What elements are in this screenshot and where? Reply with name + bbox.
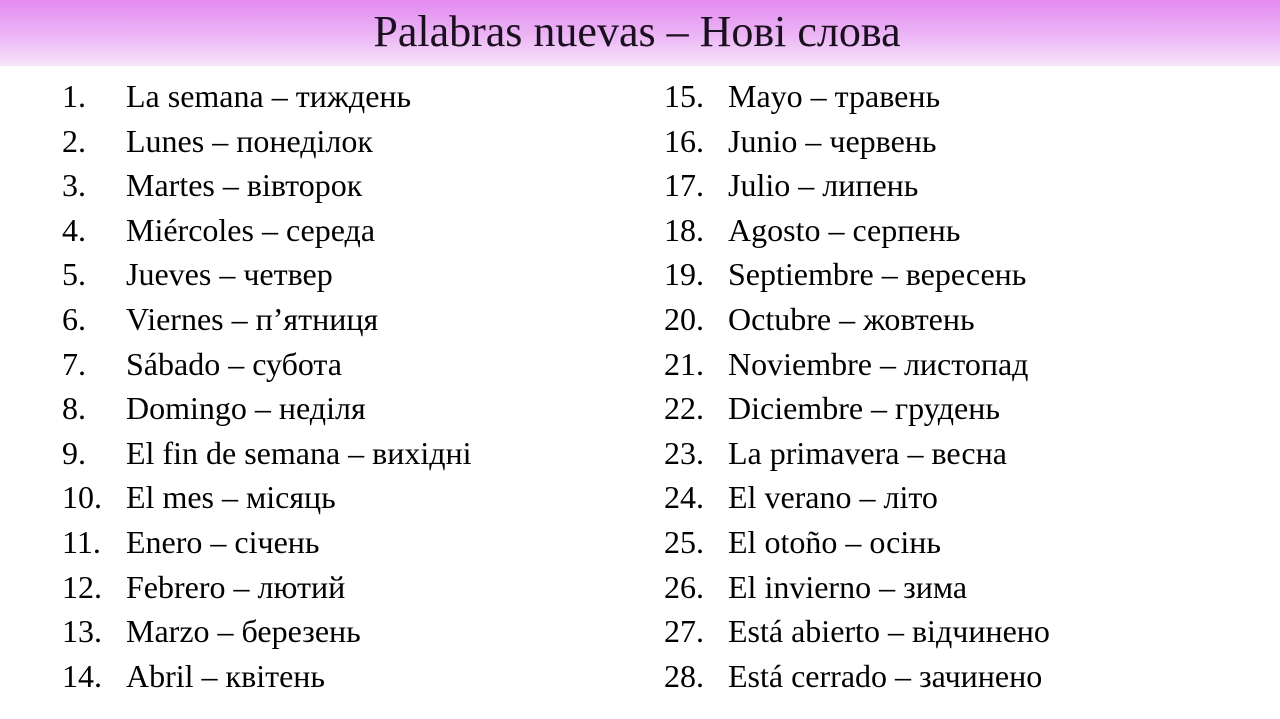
vocab-item: [664, 163, 1050, 208]
item-number: 6.: [62, 300, 86, 337]
item-text: Junio – червень: [728, 122, 937, 159]
item-text: Julio – липень: [728, 167, 919, 204]
item-text: Abril – квітень: [126, 657, 325, 694]
vocab-item: [62, 431, 472, 476]
vocab-item: [62, 520, 472, 565]
vocab-item: [664, 520, 1050, 565]
item-text: Septiembre – вересень: [728, 256, 1027, 293]
item-number: 2.: [62, 122, 86, 159]
vocab-item: [62, 119, 472, 164]
vocab-item: [62, 609, 472, 654]
item-number: 5.: [62, 256, 86, 293]
item-text: Viernes – п’ятниця: [126, 300, 379, 337]
vocab-item: [664, 119, 1050, 164]
vocab-item: [62, 297, 472, 342]
item-text: El invierno – зима: [728, 568, 968, 605]
item-text: Está abierto – відчинено: [728, 613, 1050, 650]
item-text: El verano – літо: [728, 479, 938, 516]
item-number: 11.: [62, 523, 101, 560]
item-number: 25.: [664, 523, 704, 560]
item-text: Miércoles – середа: [126, 211, 376, 248]
vocab-list-left: [62, 74, 472, 698]
title-banner: [0, 0, 1280, 66]
item-text: Está cerrado – зачинено: [728, 657, 1043, 694]
item-text: Febrero – лютий: [126, 568, 346, 605]
vocab-item: [664, 252, 1050, 297]
vocab-item: [664, 609, 1050, 654]
vocab-item: [664, 431, 1050, 476]
vocab-item: [664, 208, 1050, 253]
item-number: 18.: [664, 211, 704, 248]
item-number: 19.: [664, 256, 704, 293]
item-number: 15.: [664, 78, 704, 114]
item-text: Marzo – березень: [126, 613, 361, 650]
item-text: Octubre – жовтень: [728, 300, 975, 337]
vocab-item: [62, 252, 472, 297]
item-number: 13.: [62, 613, 102, 650]
item-text: La semana – тиждень: [126, 78, 412, 114]
item-text: El fin de semana – вихідні: [126, 434, 472, 471]
item-text: Lunes – понеділок: [126, 122, 373, 159]
item-number: 28.: [664, 657, 704, 694]
item-text: El mes – місяць: [126, 479, 336, 516]
item-number: 12.: [62, 568, 102, 605]
item-number: 16.: [664, 122, 704, 159]
item-number: 7.: [62, 345, 86, 382]
vocab-list-right: [664, 74, 1050, 698]
item-text: Diciembre – грудень: [728, 390, 1000, 427]
vocab-item: [664, 297, 1050, 342]
item-text: Noviembre – листопад: [728, 345, 1029, 382]
page-title: Palabras nuevas – Нові слова: [373, 7, 901, 56]
item-text: La primavera – весна: [728, 434, 1007, 471]
item-number: 4.: [62, 211, 86, 248]
item-number: 9.: [62, 434, 86, 471]
item-number: 8.: [62, 390, 86, 427]
vocab-item: [664, 342, 1050, 387]
item-text: Domingo – неділя: [126, 390, 366, 427]
item-text: Martes – вівторок: [126, 167, 363, 204]
item-number: 22.: [664, 390, 704, 427]
item-number: 24.: [664, 479, 704, 516]
vocab-item: [62, 208, 472, 253]
item-number: 17.: [664, 167, 704, 204]
item-number: 21.: [664, 345, 704, 382]
vocab-item: [62, 163, 472, 208]
vocab-item: [62, 475, 472, 520]
item-text: Enero – січень: [126, 523, 320, 560]
item-number: 14.: [62, 657, 102, 694]
item-text: Agosto – серпень: [728, 211, 961, 248]
vocab-item: [62, 74, 472, 119]
vocab-item: [664, 74, 1050, 119]
vocab-item: [664, 475, 1050, 520]
vocab-item: [62, 342, 472, 387]
item-number: 3.: [62, 167, 86, 204]
item-text: Jueves – четвер: [126, 256, 333, 293]
item-text: Mayo – травень: [728, 78, 941, 114]
item-text: El otoño – осінь: [728, 523, 941, 560]
vocab-item: [664, 654, 1050, 699]
item-number: 26.: [664, 568, 704, 605]
vocab-item: [62, 386, 472, 431]
item-number: 20.: [664, 300, 704, 337]
vocab-item: [664, 565, 1050, 610]
item-number: 10.: [62, 479, 102, 516]
item-number: 23.: [664, 434, 704, 471]
item-text: Sábado – субота: [126, 345, 342, 382]
item-number: 1.: [62, 78, 86, 114]
vocab-item: [62, 565, 472, 610]
vocab-item: [664, 386, 1050, 431]
vocab-item: [62, 654, 472, 699]
item-number: 27.: [664, 613, 704, 650]
